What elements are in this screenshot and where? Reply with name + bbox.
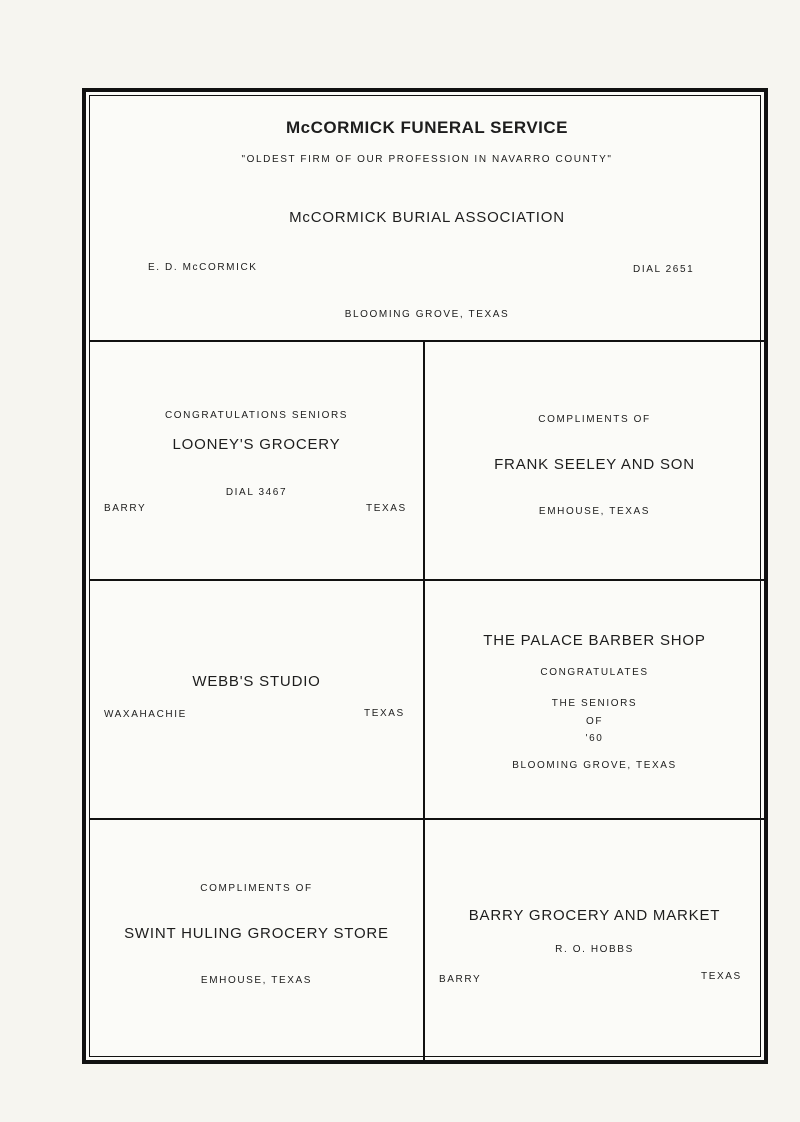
mccormick-phone: DIAL 2651 xyxy=(633,264,695,275)
looney-name: LOONEY'S GROCERY xyxy=(172,436,341,453)
swint-ad xyxy=(90,820,423,1060)
barry-grocery-owner: R. O. HOBBS xyxy=(555,944,634,955)
ad-page-inner-border xyxy=(89,95,761,1057)
seeley-location: EMHOUSE, TEXAS xyxy=(538,506,651,517)
webb-name: WEBB'S STUDIO xyxy=(192,673,321,690)
looney-headline: CONGRATULATIONS SENIORS xyxy=(164,410,349,421)
mccormick-tagline: "OLDEST FIRM OF OUR PROFESSION IN NAVARRO COUNTY" xyxy=(241,154,613,165)
palace-line1: CONGRATULATES xyxy=(540,667,649,678)
barry-grocery-state: TEXAS xyxy=(701,971,742,982)
mccormick-owner: E. D. McCORMICK xyxy=(148,262,258,273)
looney-phone: DIAL 3467 xyxy=(225,487,288,498)
seeley-ad xyxy=(425,342,764,579)
mccormick-name: McCORMICK FUNERAL SERVICE xyxy=(285,118,568,137)
palace-line2: THE SENIORS xyxy=(551,698,638,709)
swint-headline: COMPLIMENTS OF xyxy=(200,883,313,894)
looney-state: TEXAS xyxy=(366,503,407,514)
seeley-headline: COMPLIMENTS OF xyxy=(538,414,651,425)
palace-name: THE PALACE BARBER SHOP xyxy=(483,632,706,649)
swint-name: SWINT HULING GROCERY STORE xyxy=(124,925,389,942)
palace-line3: OF xyxy=(585,716,604,727)
barry-grocery-name: BARRY GROCERY AND MARKET xyxy=(468,907,721,924)
looney-ad xyxy=(90,342,423,579)
swint-location: EMHOUSE, TEXAS xyxy=(200,975,313,986)
seeley-name: FRANK SEELEY AND SON xyxy=(494,456,695,473)
mccormick-association: McCORMICK BURIAL ASSOCIATION xyxy=(289,209,565,226)
barry-grocery-ad xyxy=(425,820,764,1060)
webb-town: WAXAHACHIE xyxy=(104,709,187,720)
barry-grocery-town: BARRY xyxy=(439,974,482,985)
ad-page-frame xyxy=(82,88,768,1064)
mccormick-ad xyxy=(90,96,764,340)
webb-state: TEXAS xyxy=(364,708,405,719)
palace-line4: '60 xyxy=(585,733,604,744)
palace-ad xyxy=(425,581,764,818)
palace-location: BLOOMING GROVE, TEXAS xyxy=(512,760,677,771)
webb-ad xyxy=(90,581,423,818)
mccormick-location: BLOOMING GROVE, TEXAS xyxy=(344,309,510,320)
looney-town: BARRY xyxy=(104,503,147,514)
